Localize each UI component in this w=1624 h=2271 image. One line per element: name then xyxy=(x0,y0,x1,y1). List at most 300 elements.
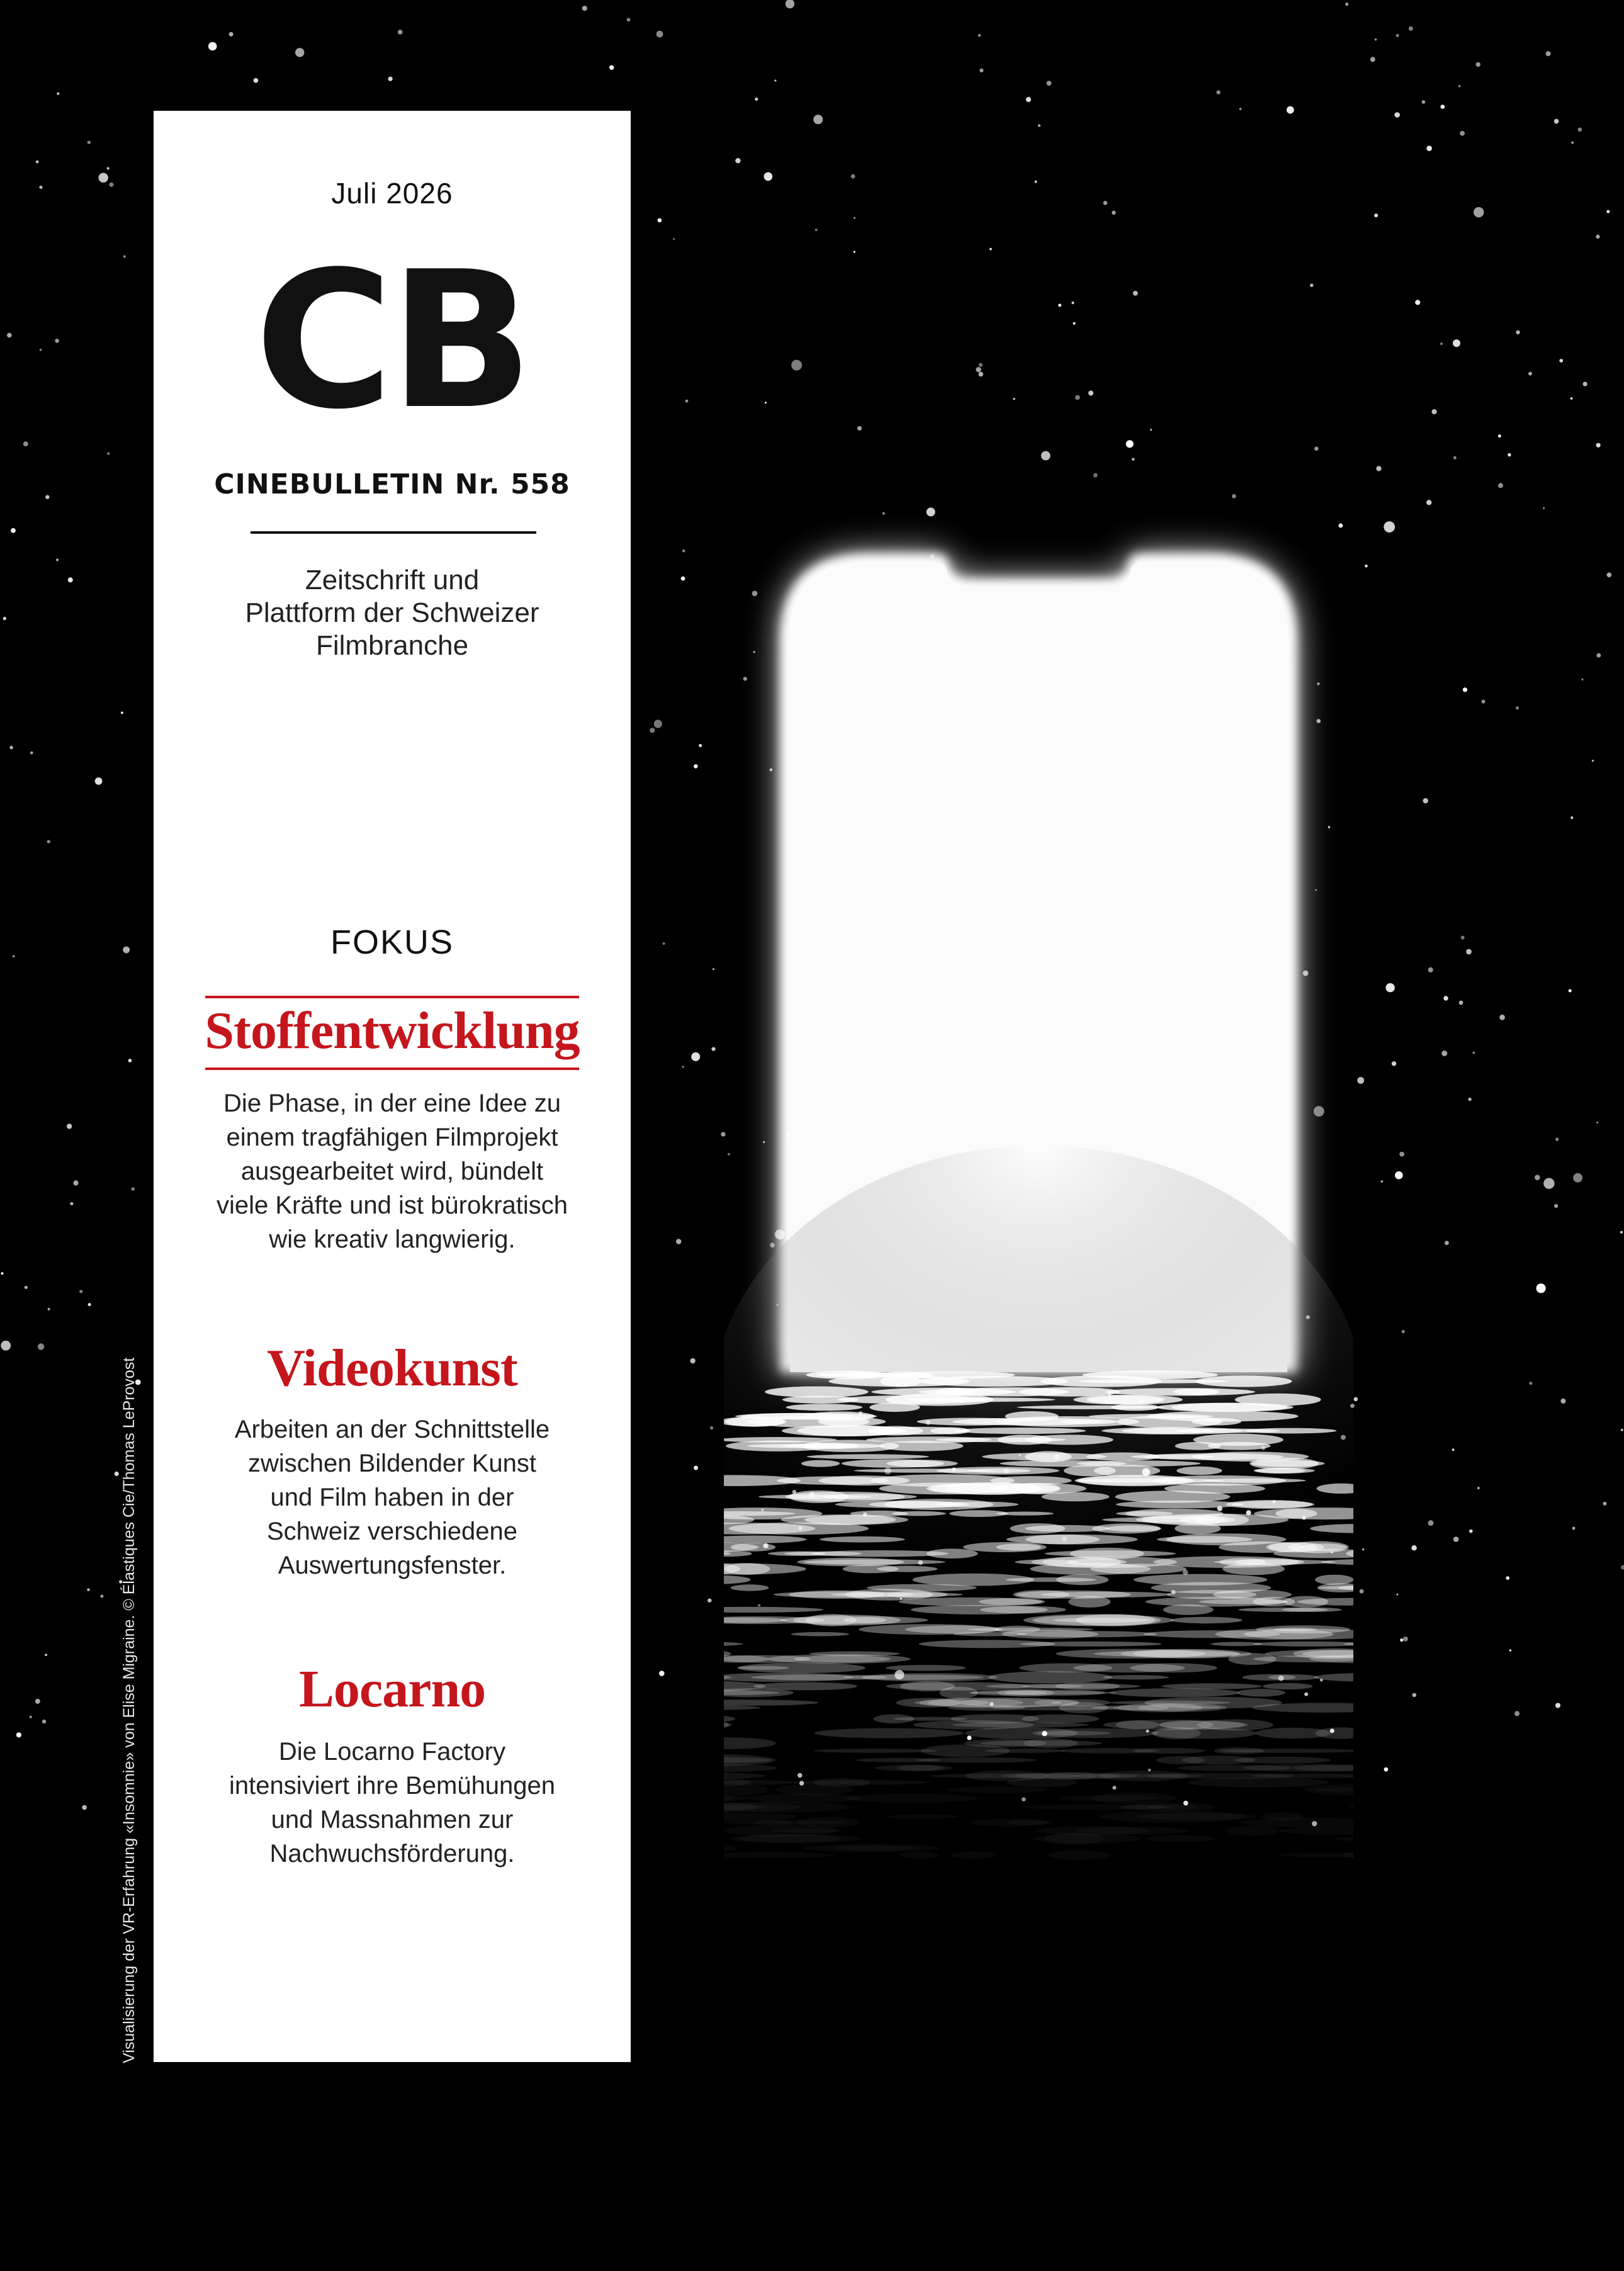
water-ripple xyxy=(751,1674,887,1680)
water-ripple xyxy=(818,1417,870,1426)
water-ripple xyxy=(1116,1501,1244,1508)
water-ripple xyxy=(1138,1703,1227,1711)
star xyxy=(95,777,103,785)
water-ripple xyxy=(730,1835,862,1843)
star xyxy=(1038,124,1040,127)
water-ripple xyxy=(838,1395,986,1404)
star xyxy=(45,495,49,499)
star xyxy=(1499,1015,1505,1020)
star xyxy=(1365,565,1368,568)
star xyxy=(1013,398,1015,400)
star xyxy=(1570,816,1573,819)
water-ripple xyxy=(1232,1501,1314,1508)
star xyxy=(1529,1382,1532,1385)
star xyxy=(40,349,42,351)
star xyxy=(691,1052,700,1061)
tagline-line: Plattform der Schweizer xyxy=(245,597,539,628)
water-ripple xyxy=(1000,1460,1126,1467)
water-ripple xyxy=(1343,1641,1353,1647)
water-ripple xyxy=(1334,1835,1353,1842)
star xyxy=(1474,207,1484,217)
star xyxy=(765,402,767,403)
star xyxy=(1384,1767,1389,1772)
teaser-line: wie kreativ langwierig. xyxy=(269,1226,516,1253)
star xyxy=(208,42,217,51)
teaser-line: viele Kräfte und ist bürokratisch xyxy=(216,1192,568,1219)
water-ripple xyxy=(724,1607,823,1613)
magazine-logo: CB xyxy=(254,231,530,451)
water-ripple xyxy=(836,1846,915,1851)
star xyxy=(857,426,862,431)
star xyxy=(1621,1565,1624,1570)
star xyxy=(25,1286,28,1289)
star xyxy=(56,559,59,561)
star xyxy=(1508,453,1511,456)
star xyxy=(711,1047,715,1051)
star xyxy=(1453,1536,1459,1542)
water-ripple xyxy=(886,1665,966,1671)
star xyxy=(1392,1061,1396,1066)
water-ripple xyxy=(785,1492,905,1502)
star xyxy=(110,183,114,187)
star xyxy=(1073,322,1076,325)
water-ripple xyxy=(724,1715,735,1722)
star xyxy=(1035,181,1037,183)
water-ripple xyxy=(1017,1631,1158,1637)
star xyxy=(1441,1051,1447,1056)
star xyxy=(1041,451,1051,461)
water-ripple xyxy=(1055,1682,1120,1690)
water-ripple xyxy=(843,1565,899,1574)
water-ripple xyxy=(1255,1728,1331,1738)
star xyxy=(1396,34,1399,37)
water-ripple xyxy=(899,1852,938,1859)
water-ripple xyxy=(1094,1465,1160,1477)
star xyxy=(1394,112,1400,118)
star xyxy=(1423,798,1428,803)
water-ripple xyxy=(1045,1832,1104,1844)
star xyxy=(979,372,983,376)
star xyxy=(398,30,403,35)
star xyxy=(1537,1283,1546,1293)
water-ripple xyxy=(1244,1428,1337,1434)
star xyxy=(123,947,130,954)
star xyxy=(1473,1052,1475,1054)
star xyxy=(1452,1448,1455,1451)
water-ripple xyxy=(1137,1813,1256,1820)
star xyxy=(68,577,73,582)
water-ripple xyxy=(1315,1575,1353,1585)
water-ripple xyxy=(724,1764,778,1772)
star xyxy=(1217,91,1221,94)
water-ripple xyxy=(1116,1511,1173,1516)
star xyxy=(1376,466,1381,471)
star xyxy=(626,18,630,21)
star xyxy=(1583,382,1587,386)
water-ripple xyxy=(724,1699,818,1706)
water-ripple xyxy=(1076,1827,1189,1835)
water-ripple xyxy=(1115,1720,1158,1730)
star xyxy=(791,360,802,371)
water-ripple xyxy=(1156,1756,1205,1764)
water-ripple xyxy=(1053,1618,1151,1623)
star xyxy=(1133,291,1138,296)
star xyxy=(1440,342,1443,345)
water-ripple xyxy=(937,1467,1059,1474)
star xyxy=(1413,1693,1416,1697)
star xyxy=(9,746,13,749)
star xyxy=(1075,395,1080,400)
star xyxy=(99,173,108,183)
star xyxy=(851,174,855,179)
water-ripple xyxy=(1016,1591,1131,1599)
star xyxy=(1476,62,1480,67)
star xyxy=(123,256,126,258)
star xyxy=(30,752,33,755)
water-ripple xyxy=(1227,1826,1279,1835)
star xyxy=(681,577,685,581)
star xyxy=(1528,372,1532,376)
water-ripple xyxy=(1199,1599,1288,1604)
issue-date: Juli 2026 xyxy=(331,177,453,210)
star xyxy=(1426,145,1432,151)
water-ripple xyxy=(791,1632,849,1637)
star xyxy=(42,1720,46,1723)
glowing-phone-illustration xyxy=(724,478,1353,1901)
star xyxy=(1569,989,1572,993)
star xyxy=(755,98,758,101)
water-ripple xyxy=(1045,1550,1176,1557)
cover-sidebar-panel xyxy=(154,111,631,2062)
star xyxy=(1543,1178,1554,1189)
star xyxy=(23,441,28,446)
star xyxy=(48,1308,50,1310)
teaser-line: Schweiz verschiedene xyxy=(267,1518,517,1545)
star xyxy=(107,452,110,454)
star xyxy=(1607,573,1612,578)
star xyxy=(978,34,981,37)
star xyxy=(1354,1397,1358,1402)
star xyxy=(1606,210,1610,213)
water-ripple xyxy=(1105,1388,1256,1395)
water-ripple xyxy=(1314,1673,1353,1681)
star xyxy=(979,363,983,367)
water-ripple xyxy=(1343,1851,1353,1859)
teaser-line: ausgearbeitet wird, bündelt xyxy=(240,1158,544,1185)
water-ripple xyxy=(1254,1468,1305,1474)
star xyxy=(658,218,662,223)
star xyxy=(1453,456,1457,459)
water-ripple xyxy=(1275,1509,1317,1518)
star xyxy=(254,78,259,83)
water-ripple xyxy=(1350,1803,1354,1811)
water-ripple xyxy=(996,1544,1041,1551)
focus-label: FOKUS xyxy=(330,923,454,961)
water-ripple xyxy=(1215,1628,1333,1640)
water-ripple xyxy=(879,1483,1007,1495)
star xyxy=(609,65,614,70)
water-ripple xyxy=(807,1454,929,1459)
water-ripple xyxy=(765,1387,869,1398)
water-ripple xyxy=(1032,1728,1158,1738)
star xyxy=(1409,26,1413,31)
tagline xyxy=(179,564,606,662)
water-ripple xyxy=(1234,1757,1331,1764)
star xyxy=(1374,213,1378,217)
star xyxy=(388,77,393,81)
star xyxy=(673,238,675,240)
star xyxy=(1088,391,1093,396)
star xyxy=(121,712,123,714)
star xyxy=(1385,983,1394,992)
star xyxy=(735,158,740,163)
magazine-name: CINEBULLETIN Nr. 558 xyxy=(214,468,570,500)
star xyxy=(1578,128,1582,132)
water-ripple xyxy=(1263,1683,1312,1689)
water-ripple xyxy=(918,1390,972,1394)
star xyxy=(1571,142,1574,144)
water-ripple xyxy=(724,1641,743,1647)
star xyxy=(685,400,689,403)
water-ripple xyxy=(884,1499,993,1510)
water-ripple xyxy=(1068,1596,1110,1608)
water-ripple xyxy=(969,1691,1117,1694)
star xyxy=(682,1066,684,1068)
water-ripple xyxy=(1020,1642,1161,1647)
star xyxy=(1596,1122,1598,1124)
water-ripple xyxy=(1161,1683,1262,1689)
star xyxy=(39,186,42,189)
water-ripple xyxy=(1111,1404,1159,1411)
article-headline-locarno: Locarno xyxy=(298,1660,486,1718)
star xyxy=(690,1358,695,1363)
star xyxy=(1058,304,1061,307)
star xyxy=(229,32,234,37)
water-ripple xyxy=(828,1376,969,1387)
star xyxy=(990,248,992,251)
star xyxy=(1403,1637,1408,1642)
water-ripple xyxy=(1007,1778,1077,1787)
star xyxy=(979,69,983,72)
teaser-line: einem tragfähigen Filmprojekt xyxy=(226,1124,558,1151)
star xyxy=(1395,1171,1403,1180)
star xyxy=(1570,397,1573,400)
article-headline-videokunst: Videokunst xyxy=(267,1339,517,1397)
water-ripple xyxy=(921,1745,1010,1757)
water-ripple xyxy=(1280,1853,1353,1857)
water-ripple xyxy=(1278,1827,1353,1835)
star xyxy=(87,141,91,144)
water-ripple xyxy=(873,1427,967,1435)
star xyxy=(73,1180,78,1185)
water-ripple xyxy=(1282,1608,1342,1612)
water-ripple xyxy=(1075,1479,1224,1483)
water-ripple xyxy=(747,1444,847,1448)
star xyxy=(1362,1548,1365,1551)
star xyxy=(7,333,12,338)
water-ripple xyxy=(738,1663,866,1674)
water-ripple xyxy=(969,1819,1051,1827)
star xyxy=(1426,500,1431,505)
star xyxy=(1150,429,1152,431)
star xyxy=(1560,1399,1565,1404)
star xyxy=(47,840,50,843)
star xyxy=(774,80,776,82)
water-ripple xyxy=(845,1794,978,1803)
star xyxy=(100,1595,103,1598)
water-ripple xyxy=(856,1758,941,1762)
water-ripple xyxy=(811,1550,949,1557)
star xyxy=(107,167,110,169)
water-ripple xyxy=(979,1598,1045,1605)
water-ripple xyxy=(892,1511,946,1516)
water-ripple xyxy=(898,1765,944,1771)
star xyxy=(1314,447,1319,451)
star xyxy=(1360,1589,1364,1594)
water-ripple xyxy=(780,1616,928,1625)
star xyxy=(1596,653,1601,658)
water-ripple xyxy=(988,1671,1112,1683)
water-ripple xyxy=(1091,1793,1176,1804)
star xyxy=(708,1599,711,1603)
water-ripple xyxy=(1042,1492,1110,1502)
star xyxy=(1459,1001,1463,1005)
water-ripple xyxy=(1214,1560,1336,1565)
water-ripple xyxy=(731,1584,769,1591)
star xyxy=(1126,440,1134,448)
star xyxy=(1026,97,1031,102)
star xyxy=(1461,936,1465,940)
star xyxy=(1621,1429,1623,1431)
water-ripple xyxy=(1175,1523,1221,1534)
star xyxy=(1384,521,1395,533)
water-ripple xyxy=(1093,1650,1241,1657)
star xyxy=(682,549,685,553)
star xyxy=(1546,51,1551,56)
tagline-line: Zeitschrift und xyxy=(305,565,480,595)
water-ripple xyxy=(955,1428,1086,1434)
star xyxy=(1399,1152,1404,1157)
water-ripple xyxy=(1251,1460,1325,1467)
water-ripple xyxy=(1142,1514,1288,1526)
water-ripple xyxy=(1110,1688,1240,1697)
star xyxy=(1453,339,1460,347)
star xyxy=(1596,235,1599,239)
water-ripple xyxy=(1146,1835,1215,1842)
water-ripple xyxy=(1048,1851,1110,1860)
tagline-line: Filmbranche xyxy=(315,630,469,661)
star xyxy=(1400,1638,1403,1642)
water-ripple xyxy=(724,1550,752,1557)
star xyxy=(1514,1711,1520,1716)
star xyxy=(713,968,714,970)
water-ripple xyxy=(748,1794,860,1803)
star xyxy=(1445,1241,1449,1245)
teaser-line: zwischen Bildender Kunst xyxy=(247,1450,537,1477)
water-ripple xyxy=(819,1475,910,1485)
star xyxy=(1458,85,1461,87)
star xyxy=(1310,284,1314,288)
star xyxy=(1428,967,1433,972)
star xyxy=(1463,687,1467,692)
water-ripple xyxy=(801,1460,840,1467)
star xyxy=(16,1732,21,1737)
star xyxy=(1431,409,1436,414)
star xyxy=(663,942,665,945)
star xyxy=(854,217,855,219)
star xyxy=(1592,760,1594,762)
water-ripple xyxy=(1092,1523,1161,1533)
water-ripple xyxy=(888,1815,959,1819)
article-teaser-videokunst xyxy=(179,1412,606,1582)
star xyxy=(36,161,39,164)
star xyxy=(1093,473,1098,478)
star xyxy=(694,1466,698,1470)
star xyxy=(1443,996,1448,1000)
star xyxy=(1498,483,1503,488)
star xyxy=(1468,1098,1472,1102)
water-ripple xyxy=(1086,1395,1183,1404)
star xyxy=(1559,359,1563,363)
star xyxy=(813,115,823,124)
star xyxy=(79,1290,82,1293)
water-ripple xyxy=(1090,1564,1186,1574)
water-ripple xyxy=(996,1416,1139,1427)
star xyxy=(1396,1594,1398,1596)
star xyxy=(1466,949,1472,955)
star xyxy=(88,1303,91,1306)
star xyxy=(1555,1137,1559,1141)
water-ripple xyxy=(724,1772,765,1779)
star xyxy=(13,955,15,958)
water-ripple xyxy=(797,1558,904,1566)
star xyxy=(1440,104,1445,109)
star xyxy=(659,1671,665,1676)
star xyxy=(1516,706,1519,709)
water-ripple xyxy=(1018,1387,1120,1397)
water-ripple xyxy=(1163,1604,1214,1615)
water-ripple xyxy=(814,1749,938,1753)
star xyxy=(11,528,16,533)
star xyxy=(57,93,59,95)
focus-rule-top xyxy=(205,996,579,998)
water-ripple xyxy=(724,1575,750,1584)
water-ripple xyxy=(814,1728,964,1738)
water-ripple xyxy=(752,1820,793,1825)
teaser-line: und Film haben in der xyxy=(270,1484,514,1511)
divider xyxy=(251,531,536,534)
star xyxy=(815,228,818,231)
star xyxy=(1603,1502,1607,1506)
star xyxy=(1239,108,1242,110)
water-ripple xyxy=(996,1512,1054,1516)
teaser-line: und Massnahmen zur xyxy=(271,1806,514,1834)
teaser-line: Die Phase, in der eine Idee zu xyxy=(223,1090,561,1117)
star xyxy=(1112,211,1115,215)
star xyxy=(1071,301,1074,304)
star xyxy=(1554,119,1559,124)
star xyxy=(295,48,304,57)
water-ripple xyxy=(1056,1574,1108,1585)
water-ripple xyxy=(1176,1467,1222,1475)
article-teaser-stoffentwicklung xyxy=(179,1086,606,1256)
star xyxy=(1375,38,1377,40)
star xyxy=(694,764,698,769)
star xyxy=(786,0,794,8)
star xyxy=(87,1588,90,1591)
water-ripple xyxy=(1103,1675,1170,1679)
water-ripple xyxy=(913,1574,1034,1586)
